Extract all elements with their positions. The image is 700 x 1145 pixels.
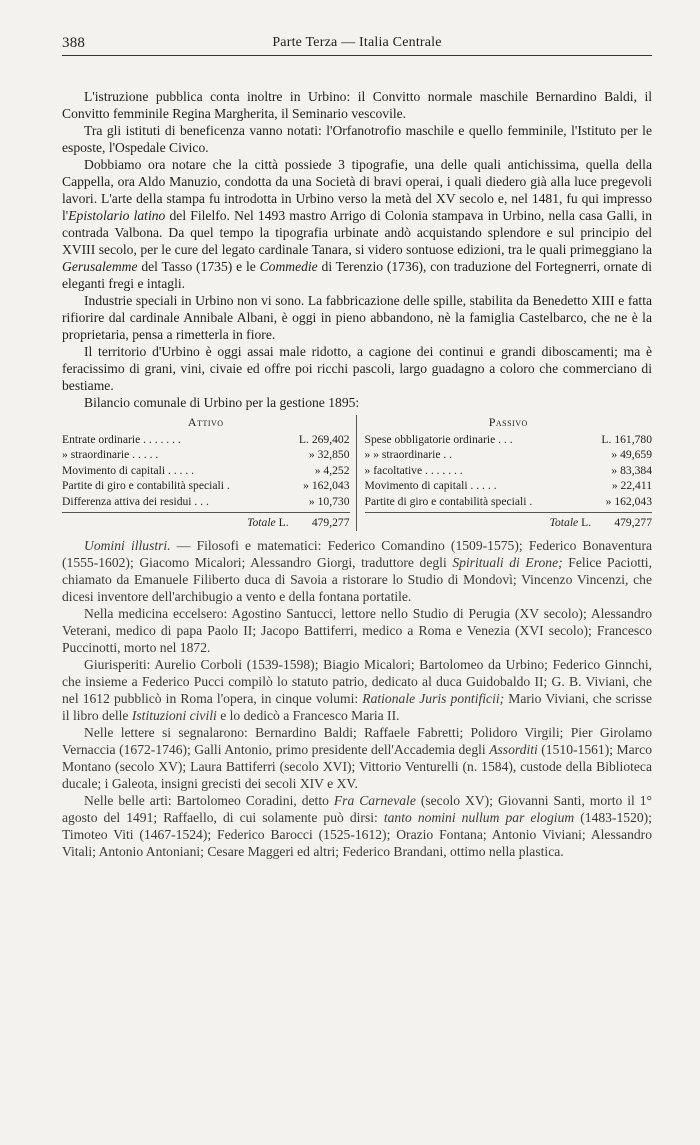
total-row <box>365 512 653 531</box>
italic-title: Istituzioni civili <box>131 707 217 723</box>
text-run: Nelle belle arti: Bartolomeo Coradini, detto <box>84 792 334 808</box>
text-run: (1483-1520); Timoteo Viti (1467-1524); Federico Barocci (1525-1612); Orazio Fontana; Antonio Viviani; Alessandro Vitali; Antonio Antoniani; Cesare Maggeri ed altri; Federico Brandani, ottimo nella plastica. <box>62 809 652 859</box>
row-amount: 32,850 <box>317 448 350 461</box>
paragraph-industrie: Industrie speciali in Urbino non vi sono. La fabbricazione delle spille, stabilita da Benedetto XIII e fatta rifiorire dal cardinale Annibale Albani, è oggi in pieno abbandono, nè la famiglia Castelbarco, che ne è la proprietaria, pensa a rimetterla in fiore. <box>62 293 652 342</box>
table-row <box>365 447 653 463</box>
italic-title: Rationale Juris pontificii; <box>362 690 505 706</box>
table-row <box>62 432 350 448</box>
currency-mark: » <box>308 448 315 461</box>
paragraph-tipografie <box>62 156 652 292</box>
currency-mark: » <box>605 494 612 508</box>
currency-mark: L. <box>298 432 309 446</box>
text-run: Mario Viviani, che scrisse il libro delle <box>62 690 653 723</box>
row-amount: 4,252 <box>323 463 350 477</box>
row-label: Differenza attiva dei residui . . . <box>62 494 209 508</box>
table-row <box>62 447 350 463</box>
paragraph-lettere <box>62 724 652 792</box>
total-row <box>62 512 350 531</box>
row-label: » straordinarie . . . . . <box>62 448 159 461</box>
currency-mark: » <box>611 448 618 461</box>
text-run: Nelle lettere si segnalarono: Bernardino Baldi; Raffaele Fabretti; Polidoro Virgili; Pier Girolamo Vernaccia (1672-1746); Galli Antonio, primo presidente dell'Accademia degli <box>62 724 652 757</box>
table-row <box>62 478 350 494</box>
currency-mark: L. <box>601 432 612 446</box>
page-header <box>62 35 652 56</box>
table-row <box>365 432 653 448</box>
currency-mark: » <box>611 479 618 492</box>
currency-mark: » <box>314 463 321 477</box>
italic-title: Assorditi <box>489 741 538 757</box>
row-amount: 49,659 <box>620 448 652 461</box>
row-amount: 269,402 <box>311 432 350 446</box>
row-label: Movimento di capitali . . . . . <box>62 463 195 477</box>
text-run: Felice Paciotti, chiamato da Emanuele Filiberto duca di Savoia a ristorare lo Studio di Mondovì; Vincenzo Vincenzi, che dicesi inventore dell'archibugio a vento e della fontana portatile. <box>62 554 652 604</box>
paragraph-belle-arti <box>62 792 652 860</box>
row-label: » facoltative . . . . . . . <box>364 463 463 477</box>
row-amount: 162,043 <box>311 479 350 492</box>
paragraph-giurisperiti <box>62 656 652 724</box>
page-body <box>62 88 652 860</box>
budget-column-passivo <box>357 415 653 531</box>
row-label: Entrate ordinarie . . . . . . . <box>62 432 181 446</box>
table-row <box>365 463 653 479</box>
paragraph-istruzione: L'istruzione pubblica conta inoltre in Urbino: il Convitto normale maschile Bernardino Baldi, il Convitto femminile Regina Margherita, il Seminario vescovile. <box>62 89 652 121</box>
text-run: (secolo XV); Giovanni Santi, morto il 1° agosto del 1491; Raffaello, di cui solamente può dirsi: <box>62 792 652 825</box>
row-label: Spese obbligatorie ordinarie . . . <box>364 432 513 446</box>
italic-title: Commedie <box>259 259 318 274</box>
running-title: Parte Terza — Italia Centrale <box>272 35 442 50</box>
currency-mark: » <box>308 494 315 508</box>
italic-title: Epistolario latino <box>68 208 166 223</box>
section-lead: Uomini illustri. <box>84 537 171 553</box>
table-row <box>365 494 653 510</box>
table-row <box>365 478 653 494</box>
text-run: Dobbiamo ora notare che la città possiede 3 tipografie, una delle quali antichissima, quella della Cappella, ora Aldo Manuzio, condotta da una Società di bravi operai, i quali diedero già alla luce pregevoli lavori. L'arte della stampa fu introdotta in Urbino verso la metà del XV secolo e, nel 1481, fu qui impresso l' <box>62 157 652 223</box>
text-run: di Terenzio (1736), con traduzione del Fortegnerri, ornate di eleganti fregi e intagli. <box>62 259 652 291</box>
text-run: — Filosofi e matematici: Federico Comandino (1509-1575); Federico Bonaventura (1555-1602); Giacomo Micalori; Alessandro Giorgi, traduttore degli <box>62 537 653 570</box>
italic-title: Gerusalemme <box>62 259 138 274</box>
italic-title: Fra Carnevale <box>333 792 416 808</box>
text-run: del Tasso (1735) e le <box>137 259 260 274</box>
italic-title: tanto nomini nullum par elogium <box>383 809 575 825</box>
row-amount: 162,043 <box>614 494 652 508</box>
row-label: Movimento di capitali . . . . . <box>364 479 497 492</box>
text-run: (1510-1561); Marco Montano (secolo XV); Laura Battiferri (secolo XVI); Vittorio Venturelli (n. 1584), custode della Biblioteca ducale; i Galeota, insigni grecisti dei secoli XIV e XV. <box>62 741 652 791</box>
table-row <box>62 494 350 510</box>
row-amount: 161,780 <box>614 432 652 446</box>
text-run: e lo dedicò a Francesco Maria II. <box>216 707 400 723</box>
text-run: del Filelfo. Nel 1493 mastro Arrigo di Colonia stampava in Urbino, nella casa Galli, in contrada Valbona. Da quel tempo la tipografia urbinate andò acquistando splendore e sul principio del XVIII secolo, per le cure del legato cardinale Tanara, si videro sontuose edizioni, tra le quali primeggiano la <box>62 208 652 257</box>
section-uomini-illustri <box>62 537 652 860</box>
total-amount: 479,277 <box>311 516 350 529</box>
paragraph-bilancio-intro: Bilancio comunale di Urbino per la gestione 1895: <box>84 395 360 410</box>
currency-mark: » <box>303 479 309 492</box>
paragraph-medicina: Nella medicina eccelsero: Agostino Santucci, lettore nello Studio di Perugia (XV secolo); Alessandro Veterani, medico di papa Paolo II; Jacopo Battiferri, medico a Roma e Venezia (XVI secolo); Francesco Puccinotti, morto nel 1872. <box>62 605 652 655</box>
column-heading: Attivo <box>187 415 224 429</box>
row-amount: 83,384 <box>620 463 652 477</box>
italic-title: Spirituali di Erone; <box>452 554 563 570</box>
currency-mark: » <box>611 463 618 477</box>
currency-mark: L. <box>581 516 592 529</box>
row-amount: 10,730 <box>317 494 350 508</box>
paragraph-beneficenza: Tra gli istituti di beneficenza vanno notati: l'Orfanotrofio maschile e quello femminile, l'Istituto per le esposte, l'Ospedale Civico. <box>62 123 652 155</box>
text-run: Giurisperiti: Aurelio Corboli (1539-1598); Biagio Micalori; Bartolomeo da Urbino; Federico Ginnchi, che insieme a Federico Pucci compilò lo statuto patrio, dedicato al duca Guidobaldo II; G. B. Viviani, che nel 1612 pubblicò in Roma l'opera, in cinque volumi: <box>62 656 652 706</box>
currency-mark: L. <box>278 516 289 529</box>
total-amount: 479,277 <box>614 516 652 529</box>
page-number: 388 <box>62 35 86 51</box>
paragraph-filosofi <box>62 537 652 605</box>
budget-column-attivo <box>62 415 357 531</box>
table-row <box>62 463 350 479</box>
total-label: Totale <box>247 516 276 529</box>
row-label: Partite di giro e contabilità speciali . <box>62 479 230 492</box>
column-heading: Passivo <box>488 415 528 429</box>
paragraph-territorio: Il territorio d'Urbino è oggi assai male ridotto, a cagione dei continui e grandi diboscamenti; ma è feracissimo di grani, vini, civaie ed offre poi ricchi pascoli, largo guadagno a coloro che commerciano di bestiame. <box>62 344 652 393</box>
row-amount: 22,411 <box>620 479 652 492</box>
row-label: » » straordinarie . . <box>364 448 453 461</box>
row-label: Partite di giro e contabilità speciali . <box>364 494 533 508</box>
budget-table <box>62 415 652 531</box>
total-label: Totale <box>549 516 579 529</box>
